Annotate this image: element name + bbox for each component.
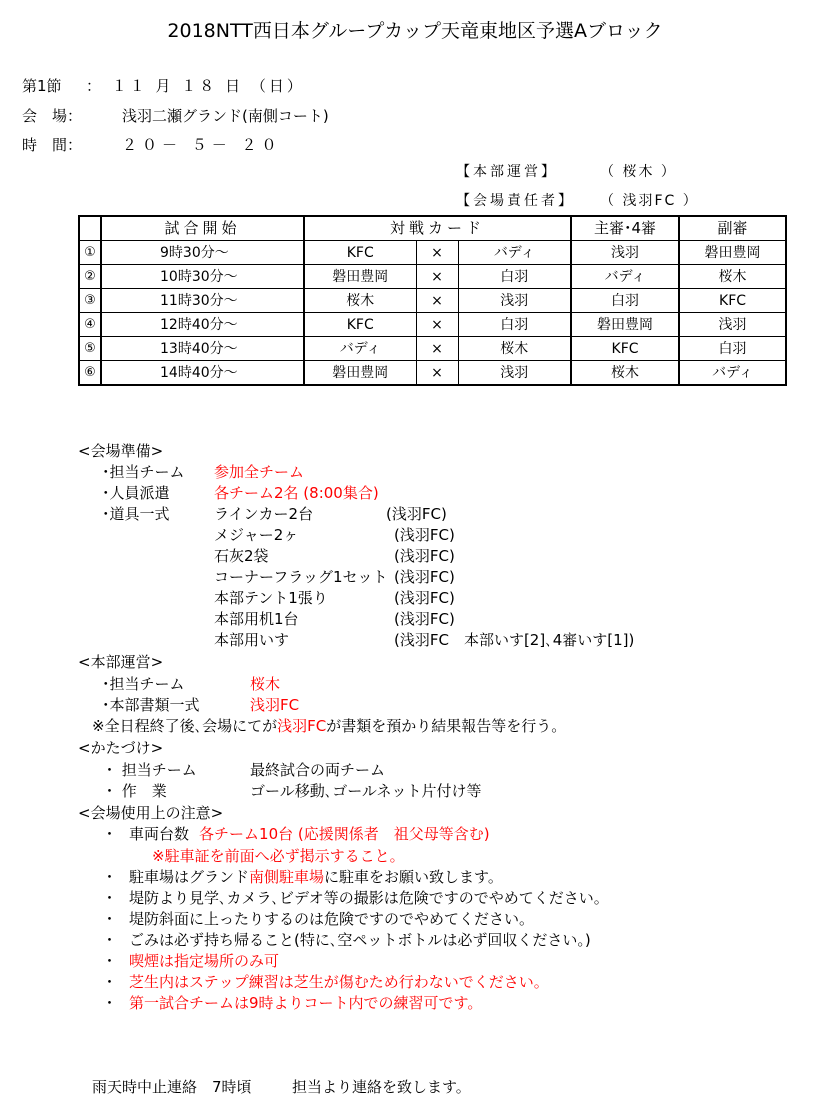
row-number: ② [79,265,101,289]
row-start-time: 10時30分～ [101,265,304,289]
row-away-team: 白羽 [458,265,571,289]
table-row [79,289,786,313]
row-vs: × [416,361,458,386]
note-line [102,933,591,948]
row-away-team: 浅羽 [458,289,571,313]
row-home-team: KFC [304,313,416,337]
hq-team-value: 桜木 [250,675,281,693]
note-text: 芝生内はステップ練習は芝生が傷むため行わないでください。 [129,973,549,991]
car-note: ※駐車証を前面へ必ず掲示すること。 [152,847,405,865]
row-assistant: 桜木 [679,265,786,289]
equipment-name: コーナーフラッグ1セット [214,568,388,586]
bullet: ・ [102,889,118,907]
notes-heading: <会場使用上の注意> [78,804,224,822]
parking-post: に駐車をお願い致します。 [324,868,503,886]
header-referee: 主審･4審 [571,216,679,241]
prep-team-label: ･担当チーム [102,463,185,481]
bullet: ・ [102,868,118,886]
hq-note-red: 浅羽FC [277,717,327,735]
row-home-team: 桜木 [304,289,416,313]
table-row [79,361,786,386]
prep-team-value: 参加全チーム [214,463,305,481]
row-start-time: 13時40分～ [101,337,304,361]
row-number: ① [79,241,101,265]
table-header-row [79,216,786,241]
row-vs: × [416,289,458,313]
venue-manager-value: （ 浅羽FC ） [600,193,699,209]
note-text: 喫煙は指定場所のみ可 [129,952,280,970]
car-label: 車両台数 [129,825,190,843]
venue-value: 浅羽二瀬グランド(南側コート) [122,107,329,125]
row-home-team: KFC [304,241,416,265]
equipment-owner: (浅羽FC) [394,610,455,628]
row-referee: 磐田豊岡 [571,313,679,337]
row-start-time: 12時40分～ [101,313,304,337]
cleanup-team-label: ・ 担当チーム [102,761,197,779]
hq-note-pre: ※全日程終了後､会場にてが [92,717,278,735]
venue-manager-label: 【会場責任者】 [456,193,575,209]
footer-value: 担当より連絡を致します。 [292,1078,471,1096]
row-vs: × [416,265,458,289]
time-label: 時 間： [22,136,83,154]
note-line [102,912,534,927]
cleanup-team-value: 最終試合の両チーム [250,761,386,779]
row-number: ④ [79,313,101,337]
hq-label: 【本部運営】 [456,164,558,180]
equipment-owner: (浅羽FC) [394,526,455,544]
hq-value: （ 桜木 ） [600,164,677,180]
prep-staff-label: ･人員派遣 [102,484,170,502]
equipment-name: 本部用いす [214,631,290,649]
row-assistant: KFC [679,289,786,313]
note-warning-line [102,975,549,990]
bullet: ・ [102,952,118,970]
row-away-team: 浅羽 [458,361,571,386]
row-referee: 桜木 [571,361,679,386]
equipment-owner: (浅羽FC) [394,568,455,586]
hq-note [92,719,566,734]
time-value: ２０－ ５－ ２０ [122,136,282,154]
equipment-name: ラインカー2台 [214,505,314,523]
bullet: ・ [102,931,118,949]
setsu-label: 第1節 [22,77,62,95]
prep-equip-label: ･道具一式 [102,505,170,523]
table-row [79,265,786,289]
table-row [79,313,786,337]
bullet: ・ [102,825,118,843]
note-text: 堤防斜面に上ったりするのは危険ですのでやめてください。 [129,910,535,928]
table-row [79,241,786,265]
cleanup-work-value: ゴール移動､ゴールネット片付け等 [250,782,482,800]
row-referee: 白羽 [571,289,679,313]
row-assistant: 磐田豊岡 [679,241,786,265]
hq-docs-value: 浅羽FC [250,696,300,714]
hq-ops-heading: <本部運営> [78,653,164,671]
row-vs: × [416,313,458,337]
equipment-owner: (浅羽FC) [386,505,447,523]
note-text: 第一試合チームは9時よりコート内での練習可です。 [129,994,483,1012]
note-text: ごみは必ず持ち帰ること(特に､空ペットボトルは必ず回収ください。) [129,931,591,949]
row-home-team: バディ [304,337,416,361]
parking-line [102,870,503,885]
row-number: ⑥ [79,361,101,386]
setsu-value: ： １１ 月 １８ 日 （日） [86,77,305,95]
note-line [102,891,609,906]
equipment-owner: (浅羽FC) [394,589,455,607]
header-start: 試合開始 [101,216,304,241]
header-assistant: 副審 [679,216,786,241]
row-start-time: 14時40分～ [101,361,304,386]
car-value: 各チーム10台 (応援関係者 祖父母等含む) [199,825,490,843]
equipment-name: 本部用机1台 [214,610,299,628]
row-referee: バディ [571,265,679,289]
row-away-team: バディ [458,241,571,265]
note-warning-line [102,996,482,1011]
cleanup-heading: <かたづけ> [78,739,164,757]
equipment-owner: (浅羽FC 本部いす[2]､4審いす[1]) [394,631,635,649]
equipment-name: 本部テント1張り [214,589,328,607]
row-vs: × [416,337,458,361]
row-away-team: 白羽 [458,313,571,337]
equipment-owner: (浅羽FC) [394,547,455,565]
cleanup-work-label: ・ 作 業 [102,782,167,800]
bullet: ・ [102,994,118,1012]
venue-label: 会 場： [22,107,83,125]
row-away-team: 桜木 [458,337,571,361]
page-title: 2018NTT西日本グループカップ天竜東地区予選Aブロック [167,20,663,42]
hq-note-post: が書類を預かり結果報告等を行う。 [326,717,567,735]
row-referee: 浅羽 [571,241,679,265]
equipment-name: 石灰2袋 [214,547,269,565]
prep-staff-value: 各チーム2名 (8:00集合) [214,484,379,502]
parking-pre: 駐車場はグランド [129,868,250,886]
header-num-cell [79,216,101,241]
note-text: 堤防より見学､カメラ､ビデオ等の撮影は危険ですのでやめてください。 [129,889,609,907]
bullet: ・ [102,910,118,928]
table-row [79,337,786,361]
bullet: ・ [102,973,118,991]
note-warning-line [102,954,279,969]
row-home-team: 磐田豊岡 [304,265,416,289]
row-number: ③ [79,289,101,313]
row-assistant: 浅羽 [679,313,786,337]
row-start-time: 9時30分～ [101,241,304,265]
equipment-name: メジャー2ヶ [214,526,299,544]
hq-team-label: ･担当チーム [102,675,185,693]
row-start-time: 11時30分～ [101,289,304,313]
venue-prep-heading: <会場準備> [78,442,164,460]
row-referee: KFC [571,337,679,361]
row-assistant: 白羽 [679,337,786,361]
header-card: 対戦カード [304,216,571,241]
footer-label: 雨天時中止連絡 7時頃 [92,1078,252,1096]
row-number: ⑤ [79,337,101,361]
row-home-team: 磐田豊岡 [304,361,416,386]
notes-car-line [102,827,490,842]
hq-docs-label: ･本部書類一式 [102,696,200,714]
parking-red: 南側駐車場 [249,868,325,886]
schedule-table [78,215,787,386]
row-assistant: バディ [679,361,786,386]
row-vs: × [416,241,458,265]
